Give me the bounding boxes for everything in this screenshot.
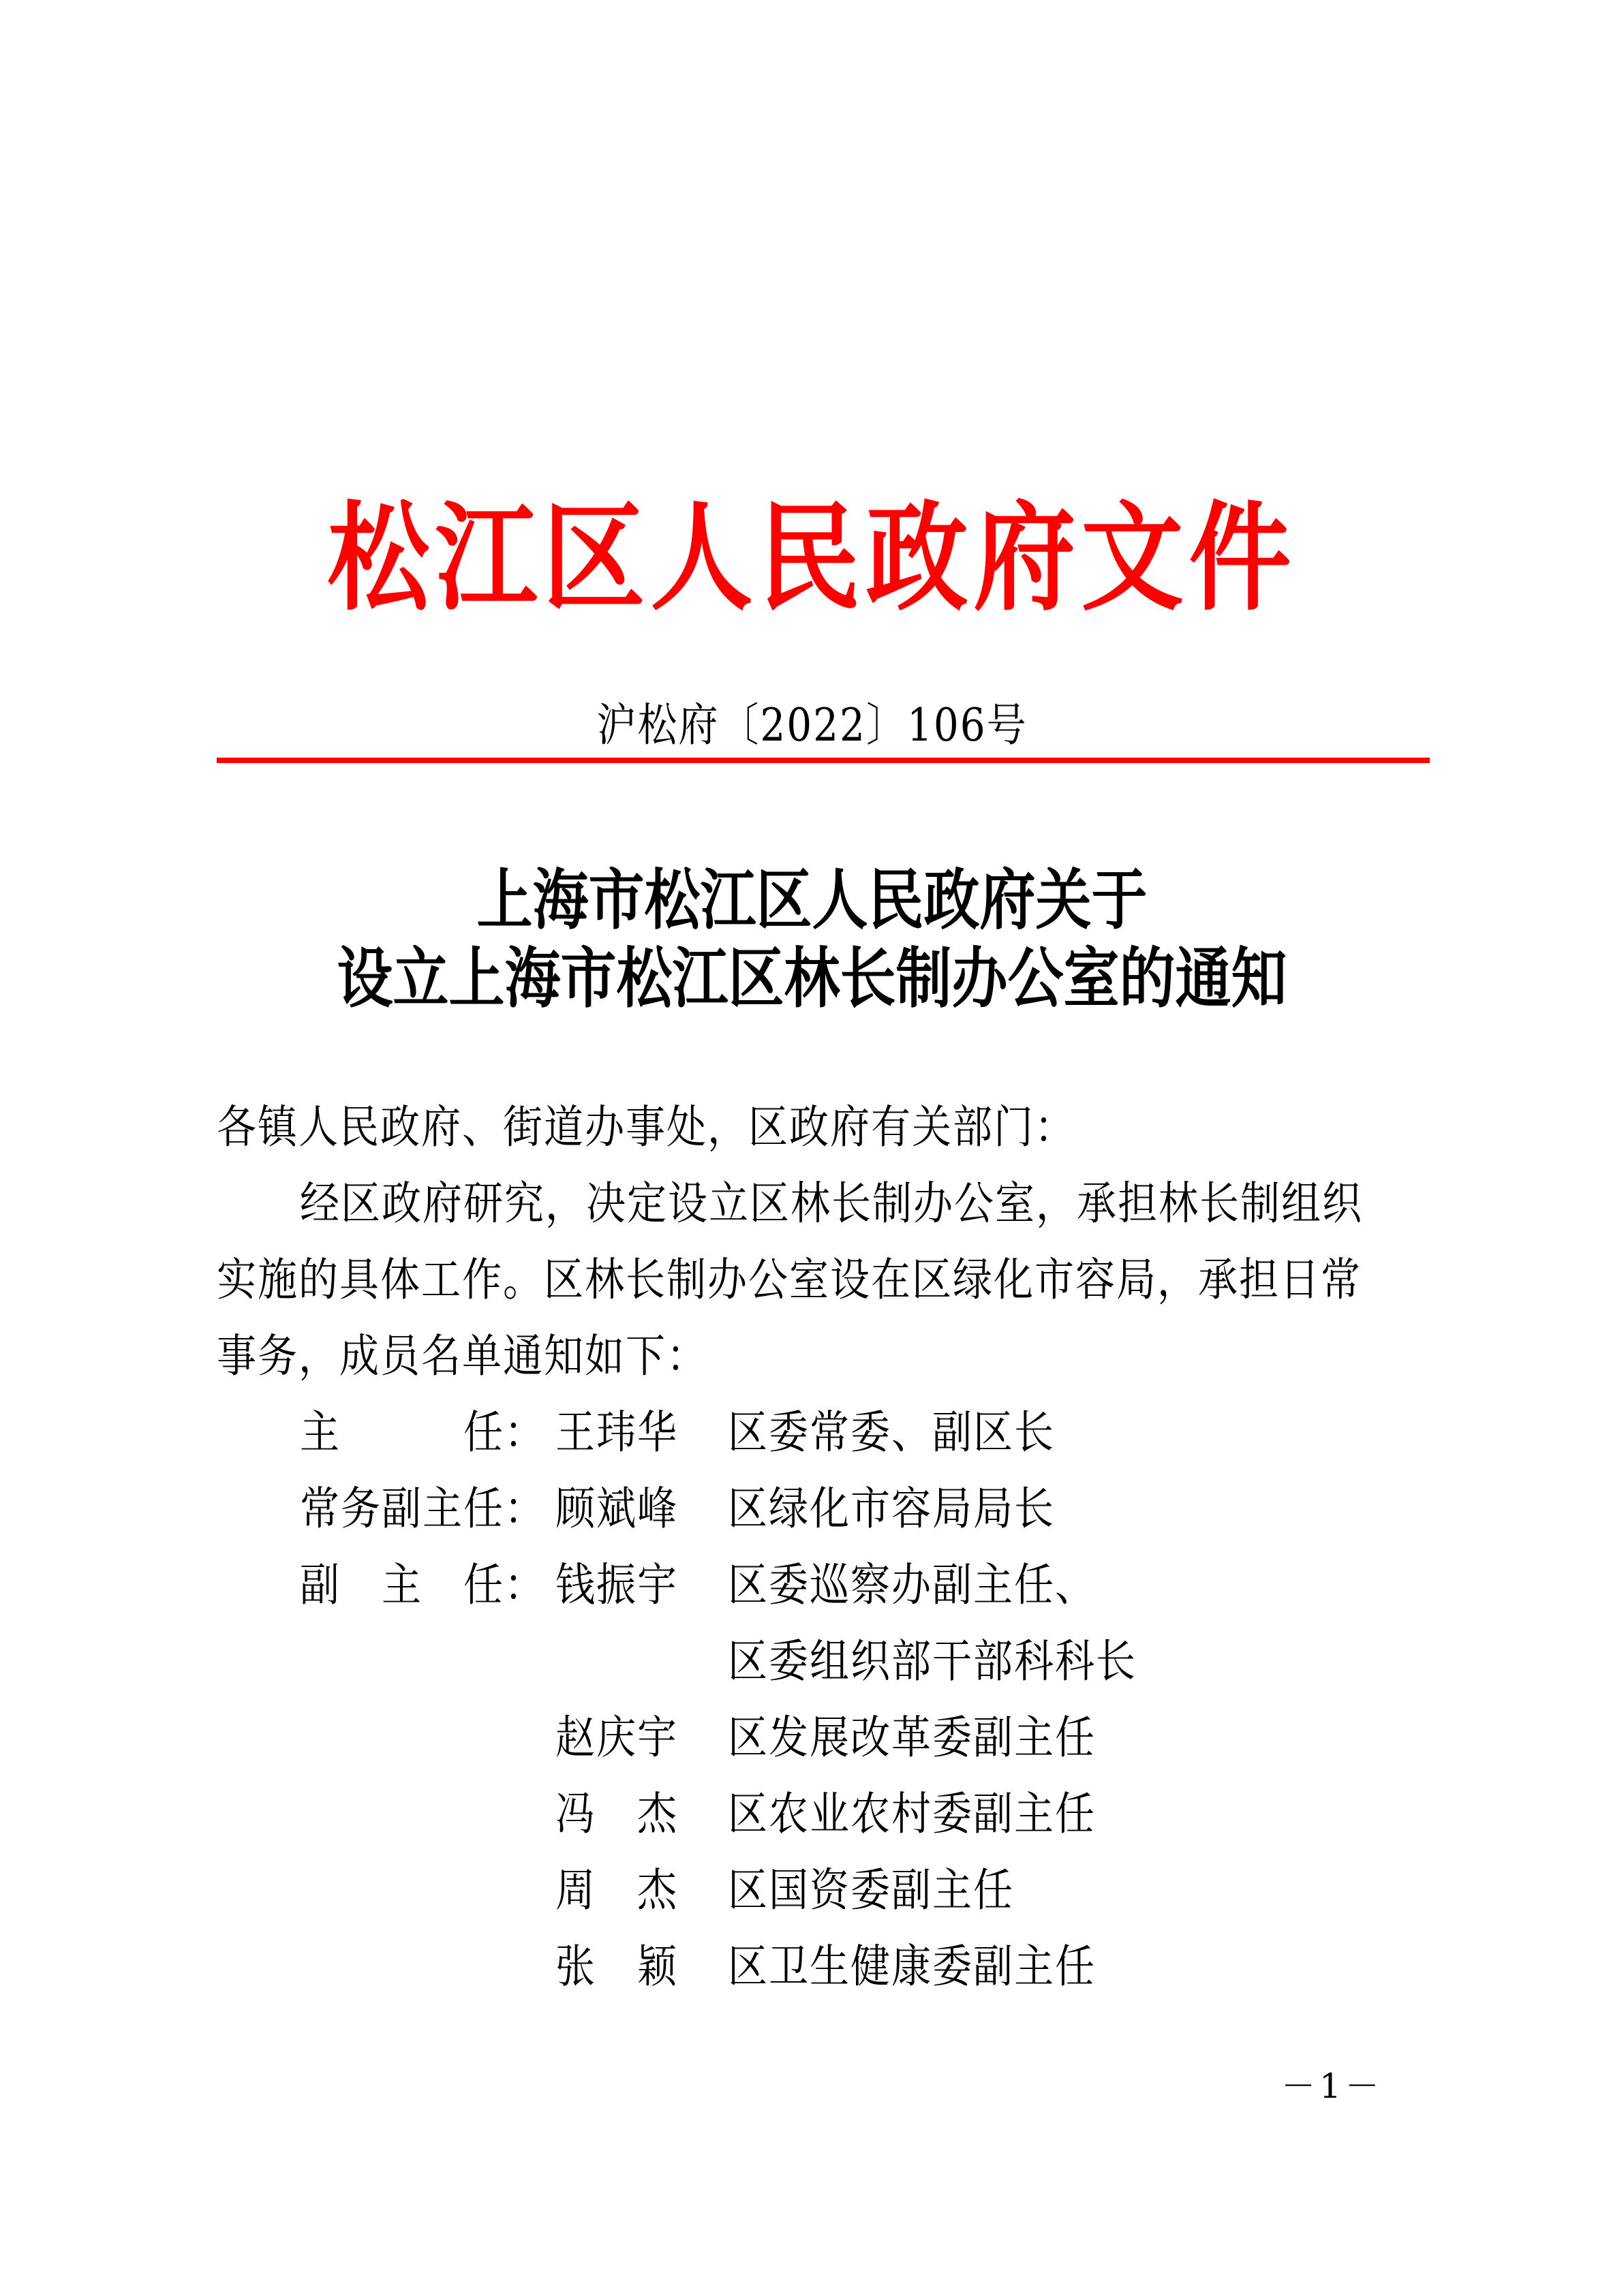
red-divider — [217, 758, 1430, 763]
member-position: 区委常委、副区长 — [728, 1405, 1056, 1459]
member-role: 主 任： — [300, 1405, 546, 1459]
paragraph-line: 事务，成员名单通知如下： — [217, 1329, 708, 1383]
member-position: 区委巡察办副主任、 — [728, 1557, 1097, 1612]
member-position: 区委组织部干部科科长 — [728, 1634, 1137, 1688]
member-position: 区发展改革委副主任 — [728, 1710, 1097, 1765]
issuer-title: 松江区人民政府文件 — [327, 488, 1297, 627]
member-name: 王玮华 — [555, 1405, 679, 1459]
salutation: 各镇人民政府、街道办事处，区政府有关部门： — [217, 1100, 1076, 1154]
member-name: 冯 杰 — [555, 1786, 679, 1841]
member-name: 周 杰 — [555, 1863, 679, 1917]
document-title-line1: 上海市松江区人民政府关于 — [476, 862, 1148, 940]
document-number: 沪松府〔2022〕106号 — [596, 698, 1028, 752]
member-name: 赵庆宇 — [555, 1710, 679, 1765]
page-number: －1－ — [1281, 2066, 1383, 2106]
member-position: 区卫生健康委副主任 — [728, 1939, 1097, 1994]
document-title-line2: 设立上海市松江区林长制办公室的通知 — [337, 940, 1287, 1018]
member-position: 区国资委副主任 — [728, 1863, 1015, 1917]
paragraph-line: 实施的具体工作。区林长制办公室设在区绿化市容局，承担日常 — [217, 1252, 1362, 1307]
member-role: 副 主 任： — [300, 1557, 546, 1612]
member-position: 区农业农村委副主任 — [728, 1786, 1097, 1841]
paragraph-line: 经区政府研究，决定设立区林长制办公室，承担林长制组织 — [300, 1176, 1364, 1230]
member-name: 张 颖 — [555, 1939, 679, 1994]
member-position: 区绿化市容局局长 — [728, 1481, 1056, 1536]
member-name: 钱振宇 — [555, 1557, 679, 1612]
member-role: 常务副主任： — [300, 1481, 546, 1536]
member-name: 顾斌峰 — [555, 1481, 679, 1536]
